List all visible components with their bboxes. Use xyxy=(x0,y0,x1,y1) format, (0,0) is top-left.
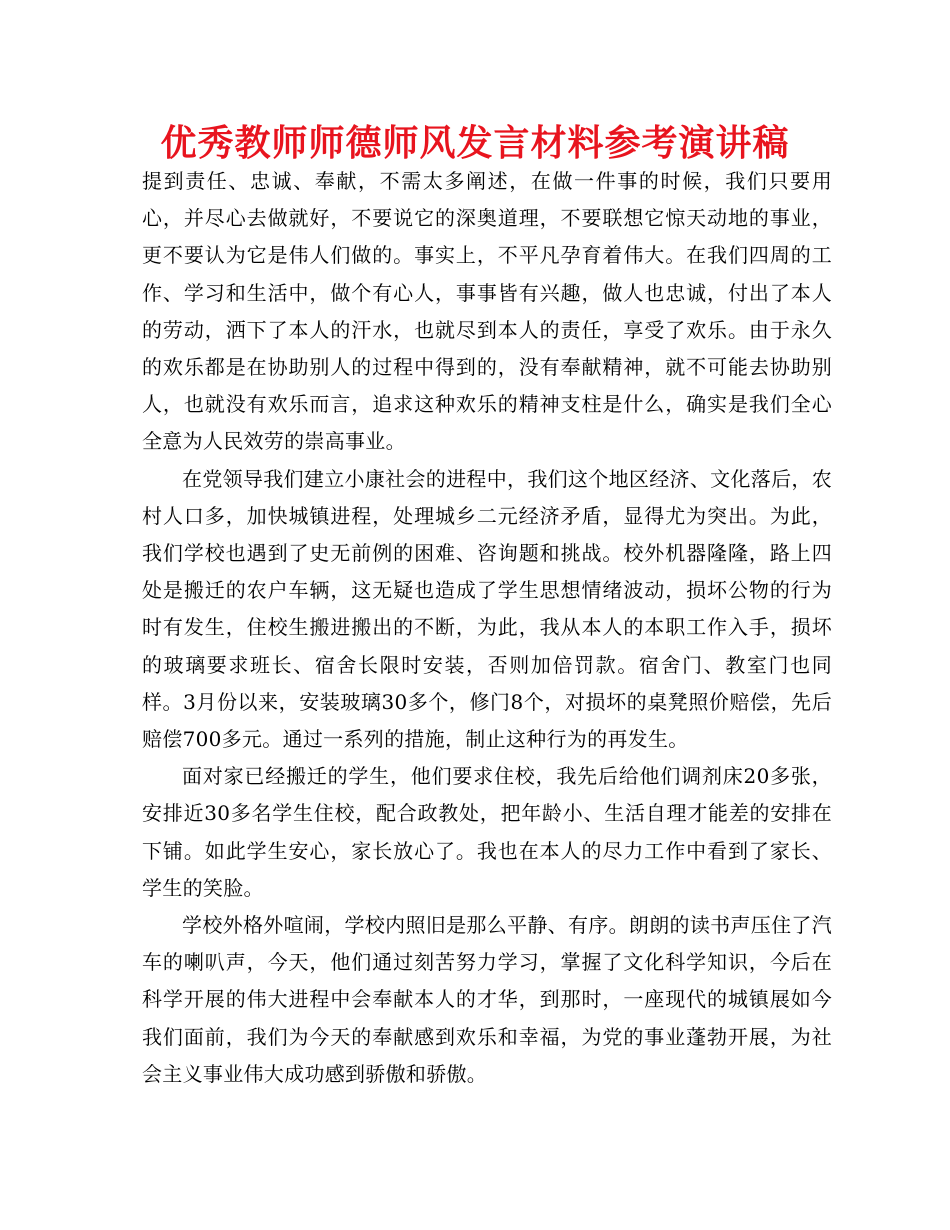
paragraph-1: 提到责任、忠诚、奉献，不需太多阐述，在做一件事的时候，我们只要用心，并尽心去做就好，不要说它的深奥道理，不要联想它惊天动地的事业，更不要认为它是伟人们做的。事实上，不平凡孕育着伟大。在我们四周的工作、学习和生活中，做个有心人，事事皆有兴趣，做人也忠诚，付出了本人的劳动，洒下了本人的汗水，也就尽到本人的责任，享受了欢乐。由于永久的欢乐都是在协助别人的过程中得到的，没有奉献精神，就不可能去协助别人，也就没有欢乐而言，追求这种欢乐的精神支柱是什么，确实是我们全心全意为人民效劳的崇高事业。 xyxy=(142,169,832,454)
paragraph-4: 学校外格外喧闹，学校内照旧是那么平静、有序。朗朗的读书声压住了汽车的喇叭声，今天，他们通过刻苦努力学习，掌握了文化科学知识，今后在科学开展的伟大进程中会奉献本人的才华，到那时，一座现代的城镇展如今我们面前，我们为今天的奉献感到欢乐和幸福，为党的事业蓬勃开展，为社会主义事业伟大成功感到骄傲和骄傲。 xyxy=(142,913,832,1086)
document-body xyxy=(142,163,832,1093)
paragraph-2: 在党领导我们建立小康社会的进程中，我们这个地区经济、文化落后，农村人口多，加快城镇进程，处理城乡二元经济矛盾，显得尤为突出。为此，我们学校也遇到了史无前例的困难、咨询题和挑战。校外机器隆隆，路上四处是搬迁的农户车辆，这无疑也造成了学生思想情绪波动，损坏公物的行为时有发生，住校生搬进搬出的不断，为此，我从本人的本职工作入手，损坏的玻璃要求班长、宿舍长限时安装，否则加倍罚款。宿舍门、教室门也同样。3月份以来，安装玻璃30多个，修门8个，对损坏的桌凳照价赔偿，先后赔偿700多元。通过一系列的措施，制止这种行为的再发生。 xyxy=(142,466,832,752)
document-title: 优秀教师师德师风发言材料参考演讲稿 xyxy=(160,123,790,164)
paragraph-3: 面对家已经搬迁的学生，他们要求住校，我先后给他们调剂床20多张，安排近30多名学生住校，配合政教处，把年龄小、生活自理才能差的安排在下铺。如此学生安心，家长放心了。我也在本人的尽力工作中看到了家长、学生的笑脸。 xyxy=(142,764,832,900)
